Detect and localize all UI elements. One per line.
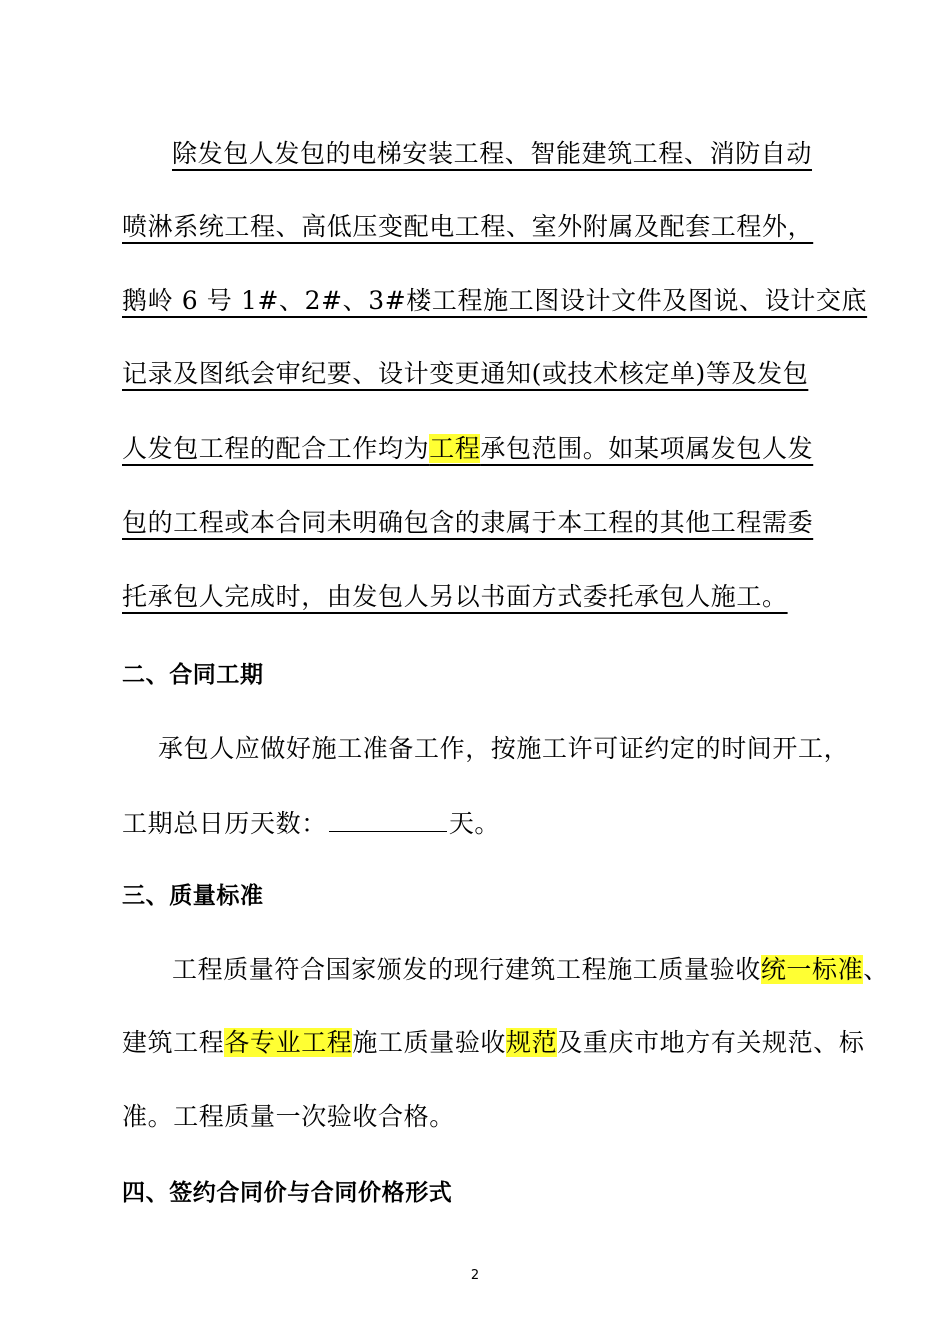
scope-text: 记录及图纸会审纪要、设计变更通知(或技术核定单)等及发包 bbox=[122, 359, 809, 388]
scope-text: 喷淋系统工程、高低压变配电工程、室外附属及配套工程外， bbox=[122, 212, 814, 241]
scope-line-2 bbox=[122, 211, 813, 243]
scope-line-6 bbox=[122, 507, 813, 539]
highlighted-text: 工程 bbox=[429, 434, 481, 463]
scope-text: 包的工程或本合同未明确包含的隶属于本工程的其他工程需委 bbox=[122, 508, 814, 537]
scope-line-4 bbox=[122, 358, 808, 390]
section-heading-contract-price: 四、签约合同价与合同价格形式 bbox=[122, 1180, 453, 1206]
total-days-blank-field[interactable] bbox=[329, 807, 447, 832]
quality-line-1 bbox=[172, 954, 889, 986]
quality-text: 及重庆市地方有关规范、标 bbox=[557, 1028, 865, 1057]
scope-text: 承包范围。如某项属发包人发 bbox=[480, 434, 814, 463]
highlighted-text: 各专业工程 bbox=[224, 1028, 353, 1057]
quality-text: 、 bbox=[863, 955, 889, 984]
scope-line-3 bbox=[122, 285, 867, 317]
days-unit: 天。 bbox=[448, 809, 501, 838]
scope-line-1 bbox=[172, 138, 812, 170]
quality-line-2 bbox=[122, 1027, 864, 1059]
quality-text: 施工质量验收 bbox=[352, 1028, 507, 1057]
scope-text: 托承包人完成时，由发包人另以书面方式委托承包人施工。 bbox=[122, 582, 788, 611]
scope-line-7 bbox=[122, 581, 788, 613]
quality-text: 建筑工程 bbox=[122, 1028, 225, 1057]
total-days-label: 工期总日历天数： bbox=[122, 809, 327, 838]
section-heading-quality-standard: 三、质量标准 bbox=[122, 883, 264, 909]
page-number: 2 bbox=[470, 1268, 480, 1283]
scope-text: 鹅岭 6 号 1#、2#、3#楼工程施工图设计文件及图说、设计交底 bbox=[122, 286, 868, 315]
section-heading-contract-period: 二、合同工期 bbox=[122, 662, 264, 688]
scope-text: 除发包人发包的电梯安装工程、智能建筑工程、消防自动 bbox=[172, 139, 813, 168]
contract-period-line-1: 承包人应做好施工准备工作，按施工许可证约定的时间开工， bbox=[158, 734, 850, 763]
scope-text: 人发包工程的配合工作均为 bbox=[122, 434, 430, 463]
scope-line-5 bbox=[122, 433, 813, 465]
highlighted-text: 规范 bbox=[506, 1028, 558, 1057]
quality-text: 工程质量符合国家颁发的现行建筑工程施工质量验收 bbox=[172, 955, 761, 984]
contract-period-line-2 bbox=[122, 807, 500, 840]
highlighted-text: 统一标准 bbox=[760, 955, 864, 984]
quality-line-3: 准。工程质量一次验收合格。 bbox=[122, 1102, 455, 1131]
